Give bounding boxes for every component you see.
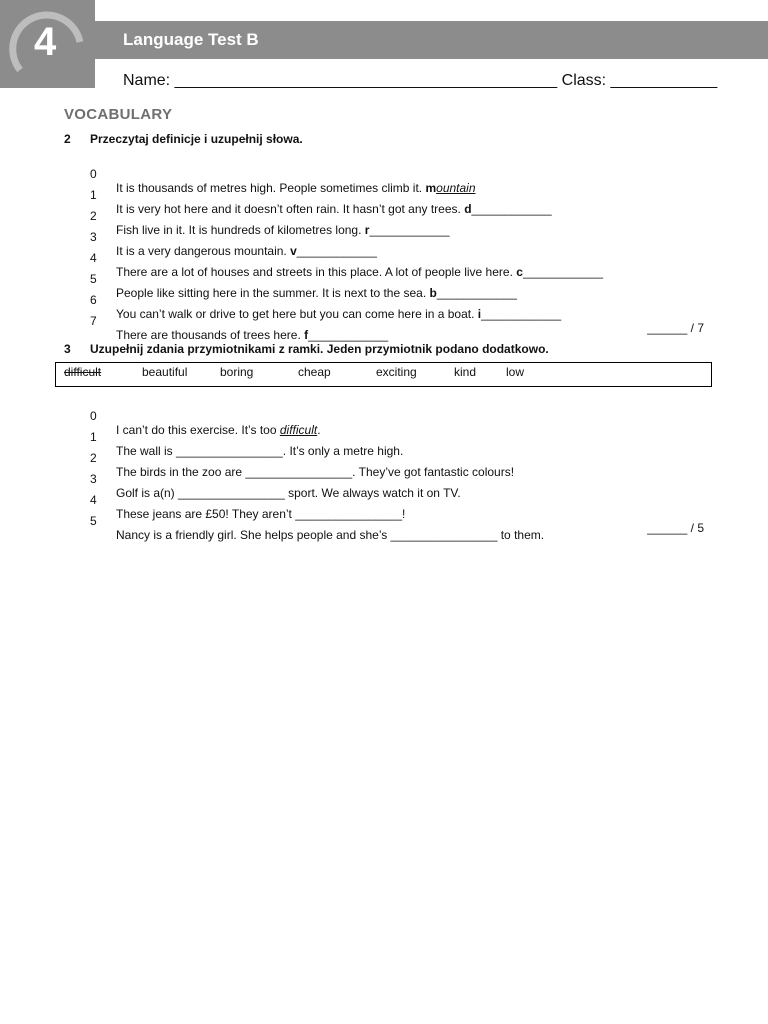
item-text: There are a lot of houses and streets in this place. A lot of people live here. xyxy=(116,265,517,279)
item-text: The birds in the zoo are ________________. They’ve got fantastic colours! xyxy=(116,465,515,479)
name-class-line[interactable]: Name: ___________________________________________ Class: ____________ xyxy=(123,72,718,89)
item-text: People like sitting here in the summer. It is next to the sea. xyxy=(116,286,430,300)
exercise-3-instruction: Uzupełnij zdania przymiotnikami z ramki. Jeden przymiotnik podano dodatkowo. xyxy=(90,342,549,356)
exercise-3-score[interactable]: ______ / 5 xyxy=(647,521,704,535)
section-heading: VOCABULARY xyxy=(64,106,173,123)
exercise-3-item xyxy=(0,395,321,437)
item-text: It is thousands of metres high. People sometimes climb it. xyxy=(116,181,426,195)
item-letter: v xyxy=(290,244,297,258)
item-letter: b xyxy=(429,286,437,300)
item-text-end: . xyxy=(317,423,321,437)
item-number: 1 xyxy=(90,430,97,444)
item-text: There are thousands of trees here. xyxy=(116,328,305,342)
answer-blank[interactable]: ____________ xyxy=(369,223,450,237)
exercise-2-score[interactable]: ______ / 7 xyxy=(647,321,704,335)
item-number: 2 xyxy=(90,209,97,223)
exercise-3-number: 3 xyxy=(64,342,71,356)
item-letter: c xyxy=(516,265,523,279)
answer-blank[interactable]: ____________ xyxy=(308,328,389,342)
exercise-2-instruction: Przeczytaj definicje i uzupełnij słowa. xyxy=(90,132,303,146)
item-letter: i xyxy=(477,307,482,321)
item-number: 0 xyxy=(90,167,97,181)
unit-badge xyxy=(0,0,95,88)
item-text: You can’t walk or drive to get here but you can come here in a boat. xyxy=(116,307,478,321)
exercise-2-item xyxy=(0,153,476,195)
title-bar xyxy=(95,21,768,59)
item-number: 1 xyxy=(90,188,97,202)
item-letter: d xyxy=(464,202,472,216)
word-box-item: cheap xyxy=(298,365,331,379)
item-answer: ountain xyxy=(436,181,476,195)
word-box-item: exciting xyxy=(376,365,417,379)
item-letter: m xyxy=(425,181,437,195)
item-number: 6 xyxy=(90,293,97,307)
word-box xyxy=(55,362,712,387)
answer-blank[interactable]: ____________ xyxy=(481,307,562,321)
item-letter: f xyxy=(304,328,309,342)
answer-blank[interactable]: ____________ xyxy=(296,244,377,258)
word-box-item: boring xyxy=(220,365,254,379)
answer-blank[interactable]: ____________ xyxy=(471,202,552,216)
item-text: Nancy is a friendly girl. She helps people and she’s ________________ to them. xyxy=(116,528,545,542)
item-letter: r xyxy=(364,223,370,237)
item-text: Golf is a(n) ________________ sport. We always watch it on TV. xyxy=(116,486,461,500)
exercise-2-number: 2 xyxy=(64,132,71,146)
item-number: 4 xyxy=(90,493,97,507)
answer-blank[interactable]: ____________ xyxy=(522,265,604,279)
item-number: 0 xyxy=(90,409,97,423)
item-text: The wall is ________________. It’s only a metre high. xyxy=(116,444,404,458)
item-number: 3 xyxy=(90,472,97,486)
item-number: 3 xyxy=(90,230,97,244)
item-text: I can’t do this exercise. It’s too xyxy=(116,423,280,437)
answer-blank[interactable]: ____________ xyxy=(436,286,517,300)
item-number: 5 xyxy=(90,272,97,286)
word-box-item-crossed: difficult xyxy=(64,365,102,379)
item-text: These jeans are £50! They aren’t ________________! xyxy=(116,507,406,521)
item-text: It is a very dangerous mountain. xyxy=(116,244,291,258)
item-text: Fish live in it. It is hundreds of kilometres long. xyxy=(116,223,365,237)
word-box-item: low xyxy=(506,365,525,379)
word-box-item: beautiful xyxy=(142,365,188,379)
item-number: 4 xyxy=(90,251,97,265)
word-box-item: kind xyxy=(454,365,477,379)
unit-number: 4 xyxy=(34,20,57,64)
page-title: Language Test B xyxy=(123,30,259,49)
item-text: It is very hot here and it doesn’t often rain. It hasn’t got any trees. xyxy=(116,202,465,216)
item-number: 5 xyxy=(90,514,97,528)
item-answer: difficult xyxy=(279,423,318,437)
item-number: 7 xyxy=(90,314,97,328)
item-number: 2 xyxy=(90,451,97,465)
